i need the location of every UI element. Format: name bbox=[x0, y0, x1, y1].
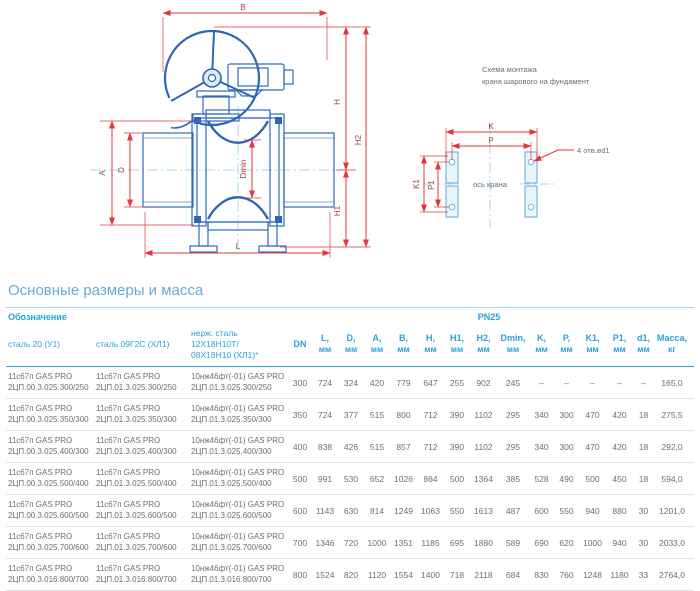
table-row bbox=[6, 527, 694, 559]
dim-label-B: B bbox=[240, 3, 246, 12]
value-cell: 550 bbox=[449, 505, 465, 516]
value-cell: 1026 bbox=[394, 473, 413, 484]
designation-cell: 11с67п GAS PRO 2ЦП.01.3.025.300/250 bbox=[96, 372, 177, 392]
value-cell: 1000 bbox=[583, 537, 602, 548]
value-cell: 902 bbox=[476, 377, 491, 388]
value-cell: 600 bbox=[534, 505, 549, 516]
dim-label-H1: H1 bbox=[333, 205, 342, 217]
value-cell: 991 bbox=[317, 473, 333, 484]
value-cell: 470 bbox=[585, 409, 600, 420]
designation-cell: 11с67п GAS PRO 2ЦП.00.3.025.350/300 bbox=[8, 404, 89, 424]
designation-cell: 11с67п GAS PRO 2ЦП.01.3.025.350/300 bbox=[96, 404, 177, 424]
value-cell: 1102 bbox=[474, 441, 493, 452]
value-cell: 720 bbox=[343, 537, 359, 548]
value-cell: 630 bbox=[343, 505, 359, 516]
value-cell: 1143 bbox=[315, 505, 335, 516]
value-cell: 528 bbox=[534, 473, 549, 484]
dim-label-K: K bbox=[488, 122, 494, 131]
value-cell: 1400 bbox=[421, 569, 440, 580]
value-cell: 1248 bbox=[583, 569, 602, 580]
column-header: K1, мм bbox=[585, 333, 600, 354]
value-cell: 295 bbox=[505, 441, 521, 452]
value-cell: 1063 bbox=[421, 505, 440, 516]
value-cell: 30 bbox=[638, 537, 649, 548]
anchor-hole bbox=[449, 204, 455, 210]
designation-cell: 11с67п GAS PRO 2ЦП.01.3.025.700/600 bbox=[96, 532, 177, 552]
value-cell: 594,0 bbox=[661, 473, 683, 484]
value-cell: 652 bbox=[369, 473, 385, 484]
column-header: Dmin, мм bbox=[500, 333, 526, 354]
value-cell: 500 bbox=[449, 473, 465, 484]
value-cell: 857 bbox=[396, 441, 411, 452]
value-cell: 712 bbox=[423, 409, 438, 420]
value-cell: 18 bbox=[638, 441, 649, 452]
dim-label-K1: K1 bbox=[412, 179, 421, 189]
table-body bbox=[6, 367, 694, 591]
value-cell: – bbox=[641, 377, 646, 388]
value-cell: 880 bbox=[612, 505, 627, 516]
value-cell: 426 bbox=[343, 441, 359, 452]
anchor-hole bbox=[449, 159, 455, 165]
pressure-class-header: PN25 bbox=[477, 312, 501, 322]
designation-cell: 11с67п GAS PRO 2ЦП.01.3.016.800/700 bbox=[96, 564, 177, 584]
table-row bbox=[6, 367, 694, 399]
value-cell: 1351 bbox=[394, 537, 413, 548]
value-cell: – bbox=[617, 377, 622, 388]
valve-front-view bbox=[90, 31, 352, 252]
designation-cell: 11с67п GAS PRO 2ЦП.00.3.025.400/300 bbox=[8, 436, 89, 456]
dimension-lines bbox=[98, 3, 371, 258]
designation-cell: 10нж46фт(-01) GAS PRO 2ЦП.01.3.025.600/500 bbox=[191, 500, 285, 520]
value-cell: 390 bbox=[449, 441, 465, 452]
value-cell: 647 bbox=[423, 377, 438, 388]
designation-cell: 11с67п GAS PRO 2ЦП.01.3.025.400/300 bbox=[96, 436, 177, 456]
value-cell: 1249 bbox=[394, 505, 413, 516]
column-header: D, мм bbox=[344, 333, 358, 354]
designation-cell: 11с67п GAS PRO 2ЦП.00.3.016.800/700 bbox=[8, 564, 89, 584]
value-cell: 2118 bbox=[474, 569, 493, 580]
value-cell: 760 bbox=[559, 569, 574, 580]
table-title: Основные размеры и масса bbox=[8, 282, 204, 299]
value-cell: 724 bbox=[317, 377, 333, 388]
schematic-caption-line2: крана шарового на фундамент bbox=[482, 77, 590, 86]
value-cell: 800 bbox=[396, 409, 411, 420]
dim-label-P: P bbox=[488, 136, 494, 145]
value-cell: 1102 bbox=[474, 409, 493, 420]
column-header: d1, мм bbox=[636, 333, 650, 354]
value-cell: 700 bbox=[292, 537, 308, 548]
schematic-caption-line1: Схема монтажа bbox=[482, 65, 537, 74]
table-row bbox=[6, 463, 694, 495]
table-row bbox=[6, 431, 694, 463]
designation-cell: 10нж46фт(-01) GAS PRO 2ЦП.01.3.025.350/300 bbox=[191, 404, 285, 424]
value-cell: 1201,0 bbox=[659, 505, 685, 516]
table-row bbox=[6, 495, 694, 527]
value-cell: 620 bbox=[559, 537, 574, 548]
technical-drawing bbox=[0, 0, 700, 276]
dim-label-D: D bbox=[117, 167, 126, 173]
value-cell: 712 bbox=[423, 441, 438, 452]
dim-label-P1: P1 bbox=[427, 180, 436, 190]
designation-cell: 10нж46фт(-01) GAS PRO 2ЦП.01.3.016.800/700 bbox=[191, 564, 285, 584]
column-header: L, мм bbox=[318, 333, 332, 354]
value-cell: 550 bbox=[559, 505, 574, 516]
holes-callout: 4 отв.ød1 bbox=[577, 146, 610, 155]
table-group-header bbox=[6, 307, 694, 326]
value-cell: 500 bbox=[585, 473, 600, 484]
value-cell: 487 bbox=[505, 505, 521, 516]
value-cell: 2764,0 bbox=[659, 569, 685, 580]
dim-label-H: H bbox=[333, 99, 342, 105]
material-column-header: нерж. сталь 12Х18Н10Т/ 08Х18Н10 (ХЛ1)* bbox=[191, 327, 259, 360]
value-cell: 779 bbox=[396, 377, 411, 388]
value-cell: 600 bbox=[292, 505, 308, 516]
value-cell: 1120 bbox=[367, 569, 387, 580]
value-cell: 340 bbox=[534, 409, 549, 420]
column-header: DN bbox=[293, 338, 307, 349]
value-cell: 718 bbox=[449, 569, 465, 580]
anchor-hole bbox=[528, 204, 534, 210]
value-cell: 350 bbox=[292, 409, 308, 420]
value-cell: 390 bbox=[449, 409, 465, 420]
column-header: Масса, кг bbox=[656, 333, 688, 354]
value-cell: 324 bbox=[343, 377, 359, 388]
value-cell: 695 bbox=[449, 537, 465, 548]
value-cell: – bbox=[539, 377, 544, 388]
value-cell: 245 bbox=[505, 377, 521, 388]
value-cell: 275,5 bbox=[661, 409, 683, 420]
value-cell: 18 bbox=[638, 473, 649, 484]
value-cell: – bbox=[564, 377, 569, 388]
value-cell: 33 bbox=[638, 569, 649, 580]
value-cell: 1000 bbox=[367, 537, 387, 548]
value-cell: 1524 bbox=[315, 569, 335, 580]
value-cell: 165,0 bbox=[661, 377, 683, 388]
column-header: P, мм bbox=[560, 333, 573, 354]
value-cell: 515 bbox=[369, 409, 385, 420]
value-cell: 820 bbox=[343, 569, 359, 580]
designation-cell: 10нж46фт(-01) GAS PRO 2ЦП.01.3.025.700/600 bbox=[191, 532, 285, 552]
column-header: B, мм bbox=[397, 333, 410, 354]
value-cell: 1364 bbox=[474, 473, 493, 484]
value-cell: 292,0 bbox=[661, 441, 683, 452]
value-cell: 1346 bbox=[315, 537, 335, 548]
value-cell: 420 bbox=[369, 377, 385, 388]
value-cell: 500 bbox=[292, 473, 308, 484]
table-row bbox=[6, 399, 694, 431]
value-cell: 1185 bbox=[421, 537, 440, 548]
value-cell: 684 bbox=[505, 569, 521, 580]
dim-label-A: A bbox=[98, 170, 107, 176]
value-cell: 340 bbox=[534, 441, 549, 452]
value-cell: 420 bbox=[612, 441, 627, 452]
designation-cell: 11с67п GAS PRO 2ЦП.01.3.025.500/400 bbox=[96, 468, 177, 488]
table-column-headers bbox=[6, 326, 694, 367]
designation-cell: 11с67п GAS PRO 2ЦП.00.3.025.600/500 bbox=[8, 500, 89, 520]
value-cell: 400 bbox=[292, 441, 308, 452]
value-cell: 515 bbox=[369, 441, 385, 452]
value-cell: 2033,0 bbox=[659, 537, 685, 548]
value-cell: 385 bbox=[505, 473, 521, 484]
value-cell: 690 bbox=[534, 537, 549, 548]
value-cell: 589 bbox=[505, 537, 521, 548]
value-cell: 377 bbox=[343, 409, 359, 420]
value-cell: 30 bbox=[638, 505, 649, 516]
value-cell: 724 bbox=[317, 409, 333, 420]
value-cell: 255 bbox=[449, 377, 465, 388]
value-cell: 490 bbox=[559, 473, 574, 484]
dim-label-H2: H2 bbox=[354, 134, 363, 146]
column-header: P1, мм bbox=[612, 333, 627, 354]
value-cell: 1880 bbox=[474, 537, 493, 548]
value-cell: 1554 bbox=[394, 569, 413, 580]
value-cell: 838 bbox=[317, 441, 333, 452]
designation-cell: 11с67п GAS PRO 2ЦП.01.3.025.600/500 bbox=[96, 500, 177, 520]
value-cell: 940 bbox=[612, 537, 627, 548]
value-cell: 530 bbox=[343, 473, 359, 484]
column-header: K, мм bbox=[535, 333, 548, 354]
column-header: H2, мм bbox=[476, 333, 491, 354]
designation-cell: 11с67п GAS PRO 2ЦП.00.3.025.500/400 bbox=[8, 468, 89, 488]
foundation-schematic bbox=[412, 65, 610, 228]
anchor-hole bbox=[528, 159, 534, 165]
designation-cell: 11с67п GAS PRO 2ЦП.00.3.025.700/600 bbox=[8, 532, 89, 552]
material-column-header: сталь 09Г2С (ХЛ1) bbox=[96, 338, 170, 349]
value-cell: 300 bbox=[292, 377, 308, 388]
dim-label-Dmin: Dmin bbox=[239, 159, 248, 179]
value-cell: 940 bbox=[585, 505, 600, 516]
column-header: H1, мм bbox=[449, 333, 464, 354]
value-cell: 1613 bbox=[474, 505, 493, 516]
material-column-header: сталь 20 (У1) bbox=[8, 338, 61, 349]
value-cell: 864 bbox=[423, 473, 438, 484]
value-cell: 420 bbox=[612, 409, 627, 420]
value-cell: 800 bbox=[292, 569, 308, 580]
designation-header: Обозначение bbox=[8, 312, 67, 322]
designation-cell: 10нж46фт(-01) GAS PRO 2ЦП.01.3.025.400/300 bbox=[191, 436, 285, 456]
column-header: H, мм bbox=[424, 333, 437, 354]
axis-label: ось крана bbox=[473, 180, 507, 189]
designation-cell: 10нж46фт(-01) GAS PRO 2ЦП.01.3.025.500/400 bbox=[191, 468, 285, 488]
value-cell: 300 bbox=[559, 441, 574, 452]
designation-cell: 10нж46фт(-01) GAS PRO 2ЦП.01.3.025.300/250 bbox=[191, 372, 285, 392]
value-cell: 830 bbox=[534, 569, 549, 580]
value-cell: 450 bbox=[612, 473, 627, 484]
column-header: A, мм bbox=[370, 333, 384, 354]
value-cell: 18 bbox=[638, 409, 649, 420]
dim-label-L: L bbox=[235, 242, 241, 251]
value-cell: 814 bbox=[369, 505, 385, 516]
value-cell: – bbox=[590, 377, 595, 388]
value-cell: 1180 bbox=[610, 569, 629, 580]
value-cell: 295 bbox=[505, 409, 521, 420]
value-cell: 300 bbox=[559, 409, 574, 420]
designation-cell: 11с67п GAS PRO 2ЦП.00.3.025.300/250 bbox=[8, 372, 89, 392]
table-row bbox=[6, 559, 694, 591]
value-cell: 470 bbox=[585, 441, 600, 452]
dimensions-table bbox=[6, 280, 694, 591]
